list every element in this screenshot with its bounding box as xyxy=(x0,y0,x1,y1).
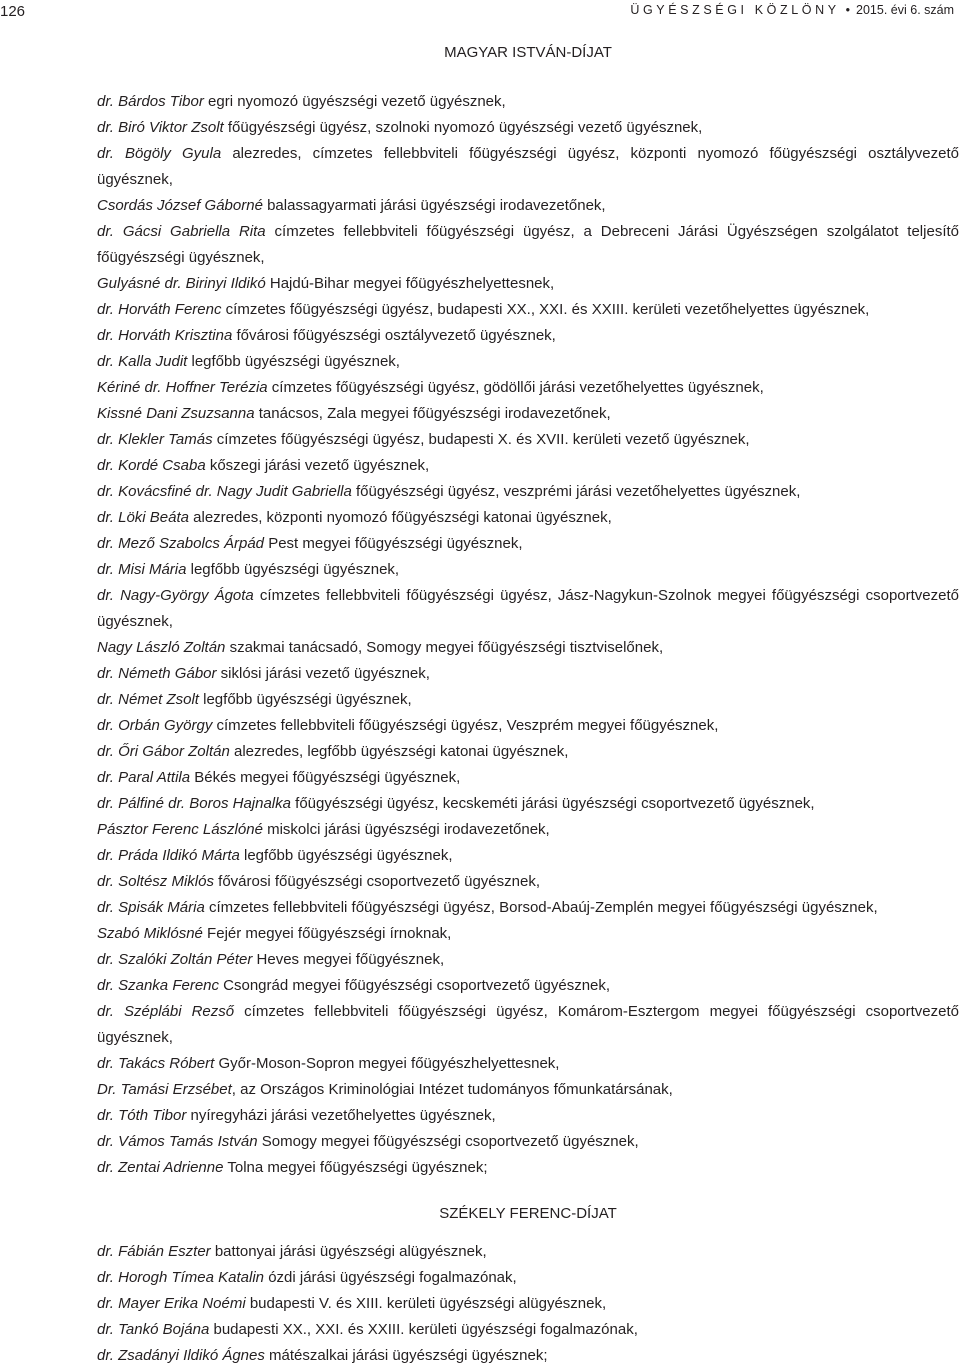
list-item xyxy=(97,1077,959,1103)
page-number: 126 xyxy=(0,3,26,20)
recipient-name: dr. Biró Viktor Zsolt xyxy=(97,119,224,136)
list-item xyxy=(97,1317,959,1343)
recipient-position: tanácsos, Zala megyei főügyészségi irodavezetőnek, xyxy=(254,405,611,422)
list-item xyxy=(97,661,959,687)
recipient-name: Nagy László Zoltán xyxy=(97,639,226,656)
journal-title: ÜGYÉSZSÉGI KÖZLÖNY xyxy=(630,3,840,17)
list-item xyxy=(97,1265,959,1291)
award-list-szekely-ferenc xyxy=(97,1239,959,1369)
recipient-name: dr. Őri Gábor Zoltán xyxy=(97,743,230,760)
list-item xyxy=(97,947,959,973)
recipient-position: egri nyomozó ügyészségi vezető ügyésznek, xyxy=(203,93,506,110)
recipient-name: dr. Klekler Tamás xyxy=(97,431,213,448)
list-item xyxy=(97,1155,959,1181)
list-item xyxy=(97,557,959,583)
recipient-position: Csongrád megyei főügyészségi csoportvezető ügyésznek, xyxy=(219,977,611,994)
list-item xyxy=(97,869,959,895)
list-item xyxy=(97,817,959,843)
recipient-name: dr. Pálfiné dr. Boros Hajnalka xyxy=(97,795,291,812)
list-item xyxy=(97,323,959,349)
recipient-name: dr. Horogh Tímea Katalin xyxy=(97,1269,265,1286)
list-item xyxy=(97,89,959,115)
list-item xyxy=(97,271,959,297)
list-item xyxy=(97,1291,959,1317)
section-title-szekely-ferenc: SZÉKELY FERENC-DÍJAT xyxy=(439,1205,617,1222)
list-item xyxy=(97,1129,959,1155)
list-item xyxy=(97,115,959,141)
recipient-position: fővárosi főügyészségi osztályvezető ügyésznek, xyxy=(232,327,556,344)
list-item xyxy=(97,141,959,193)
list-item xyxy=(97,583,959,635)
recipient-name: dr. Takács Róbert xyxy=(97,1055,215,1072)
list-item xyxy=(97,193,959,219)
list-item xyxy=(97,505,959,531)
recipient-position: siklósi járási vezető ügyésznek, xyxy=(216,665,430,682)
list-item xyxy=(97,531,959,557)
recipient-position: főügyészségi ügyész, szolnoki nyomozó ügyészségi vezető ügyésznek, xyxy=(223,119,703,136)
recipient-name: dr. Kalla Judit xyxy=(97,353,188,370)
list-item xyxy=(97,791,959,817)
list-item xyxy=(97,427,959,453)
list-item xyxy=(97,1239,959,1265)
recipient-position: nyíregyházi járási vezetőhelyettes ügyésznek, xyxy=(186,1107,496,1124)
list-item xyxy=(97,765,959,791)
recipient-name: dr. Soltész Miklós xyxy=(97,873,214,890)
recipient-position: ózdi járási ügyészségi fogalmazónak, xyxy=(264,1269,517,1286)
recipient-name: Csordás József Gáborné xyxy=(97,197,263,214)
list-item xyxy=(97,1343,959,1369)
recipient-name: dr. Tóth Tibor xyxy=(97,1107,187,1124)
recipient-position: Somogy megyei főügyészségi csoportvezető ügyésznek, xyxy=(257,1133,639,1150)
recipient-name: dr. Német Zsolt xyxy=(97,691,199,708)
list-item xyxy=(97,895,959,921)
list-item xyxy=(97,843,959,869)
recipient-position: Fejér megyei főügyészségi írnoknak, xyxy=(202,925,452,942)
list-item xyxy=(97,375,959,401)
recipient-position: címzetes főügyészségi ügyész, budapesti X. és XVII. kerületi vezető ügyésznek, xyxy=(212,431,750,448)
recipient-position: fővárosi főügyészségi csoportvezető ügyésznek, xyxy=(213,873,540,890)
list-item xyxy=(97,479,959,505)
recipient-name: dr. Misi Mária xyxy=(97,561,187,578)
recipient-name: dr. Orbán György xyxy=(97,717,213,734)
recipient-name: dr. Práda Ildikó Márta xyxy=(97,847,240,864)
recipient-position: budapesti XX., XXI. és XXIII. kerületi ügyészségi fogalmazónak, xyxy=(209,1321,638,1338)
recipient-name: dr. Horváth Ferenc xyxy=(97,301,222,318)
list-item xyxy=(97,635,959,661)
list-item xyxy=(97,219,959,271)
recipient-position: főügyészségi ügyész, kecskeméti járási ügyészségi csoportvezető ügyésznek, xyxy=(290,795,815,812)
recipient-name: dr. Vámos Tamás István xyxy=(97,1133,258,1150)
recipient-position: Győr-Moson-Sopron megyei főügyészhelyettesnek, xyxy=(214,1055,560,1072)
recipient-position: kőszegi járási vezető ügyésznek, xyxy=(205,457,430,474)
recipient-name: dr. Spisák Mária xyxy=(97,899,205,916)
issue-label: 2015. évi 6. szám xyxy=(856,3,954,17)
recipient-name: Gulyásné dr. Birinyi Ildikó xyxy=(97,275,266,292)
recipient-position: miskolci járási ügyészségi irodavezetőnek, xyxy=(262,821,550,838)
recipient-position: címzetes fellebbviteli főügyészségi ügyész, Borsod-Abaúj-Zemplén megyei főügyészségi ügyésznek, xyxy=(204,899,878,916)
recipient-position: címzetes fellebbviteli főügyészségi ügyész, Veszprém megyei főügyésznek, xyxy=(212,717,719,734)
recipient-name: Szabó Miklósné xyxy=(97,925,203,942)
list-item xyxy=(97,739,959,765)
list-item xyxy=(97,1051,959,1077)
recipient-name: dr. Paral Attila xyxy=(97,769,191,786)
list-item xyxy=(97,999,959,1051)
list-item xyxy=(97,1103,959,1129)
list-item xyxy=(97,973,959,999)
recipient-name: dr. Zentai Adrienne xyxy=(97,1159,224,1176)
recipient-name: dr. Németh Gábor xyxy=(97,665,217,682)
recipient-name: dr. Kordé Csaba xyxy=(97,457,206,474)
recipient-position: címzetes főügyészségi ügyész, gödöllői járási vezetőhelyettes ügyésznek, xyxy=(267,379,764,396)
recipient-name: dr. Bögöly Gyula xyxy=(97,145,222,162)
recipient-position: alezredes, központi nyomozó főügyészségi katonai ügyésznek, xyxy=(189,509,612,526)
recipient-position: legfőbb ügyészségi ügyésznek, xyxy=(187,353,400,370)
recipient-position: budapesti V. és XIII. kerületi ügyészségi alügyésznek, xyxy=(245,1295,607,1312)
recipient-name: dr. Fábián Eszter xyxy=(97,1243,211,1260)
list-item xyxy=(97,687,959,713)
recipient-position: címzetes fellebbviteli főügyészségi ügyész, Jász-Nagykun-Szolnok megyei főügyészségi csoportvezető ügyésznek, xyxy=(97,587,959,630)
section-title-magyar-istvan: MAGYAR ISTVÁN-DÍJAT xyxy=(444,44,612,61)
award-list-magyar-istvan xyxy=(97,89,959,1181)
recipient-position: címzetes fellebbviteli főügyészségi ügyész, a Debreceni Járási Ügyészségen szolgálatot teljesítő főügyészségi ügyésznek, xyxy=(97,223,959,266)
recipient-name: dr. Mayer Erika Noémi xyxy=(97,1295,246,1312)
recipient-name: dr. Bárdos Tibor xyxy=(97,93,204,110)
recipient-position: balassagyarmati járási ügyészségi irodavezetőnek, xyxy=(262,197,606,214)
header-separator: • xyxy=(845,3,851,17)
recipient-position: Békés megyei főügyészségi ügyésznek, xyxy=(190,769,461,786)
recipient-name: dr. Nagy-György Ágota xyxy=(97,587,254,604)
recipient-name: dr. Tankó Bojána xyxy=(97,1321,210,1338)
recipient-position: battonyai járási ügyészségi alügyésznek, xyxy=(210,1243,487,1260)
recipient-position: főügyészségi ügyész, veszprémi járási vezetőhelyettes ügyésznek, xyxy=(351,483,801,500)
recipient-name: dr. Kovácsfiné dr. Nagy Judit Gabriella xyxy=(97,483,352,500)
recipient-position: Pest megyei főügyészségi ügyésznek, xyxy=(264,535,523,552)
recipient-position: Hajdú-Bihar megyei főügyészhelyettesnek, xyxy=(265,275,555,292)
recipient-position: Heves megyei főügyésznek, xyxy=(252,951,445,968)
recipient-name: dr. Szalóki Zoltán Péter xyxy=(97,951,253,968)
recipient-position: legfőbb ügyészségi ügyésznek, xyxy=(239,847,453,864)
recipient-position: mátészalkai járási ügyészségi ügyésznek; xyxy=(264,1347,548,1364)
recipient-position: , az Országos Kriminológiai Intézet tudományos főmunkatársának, xyxy=(231,1081,673,1098)
recipient-position: címzetes főügyészségi ügyész, budapesti XX., XXI. és XXIII. kerületi vezetőhelyettes ügyésznek, xyxy=(221,301,870,318)
recipient-name: dr. Horváth Krisztina xyxy=(97,327,233,344)
recipient-name: Kissné Dani Zsuzsanna xyxy=(97,405,255,422)
recipient-position: legfőbb ügyészségi ügyésznek, xyxy=(198,691,412,708)
recipient-name: Kériné dr. Hoffner Terézia xyxy=(97,379,268,396)
recipient-name: dr. Zsadányi Ildikó Ágnes xyxy=(97,1347,265,1364)
recipient-name: Pásztor Ferenc Lászlóné xyxy=(97,821,263,838)
recipient-position: Tolna megyei főügyészségi ügyésznek; xyxy=(223,1159,488,1176)
recipient-name: dr. Szanka Ferenc xyxy=(97,977,219,994)
list-item xyxy=(97,401,959,427)
recipient-name: dr. Széplábi Rezső xyxy=(97,1003,235,1020)
recipient-position: alezredes, legfőbb ügyészségi katonai ügyésznek, xyxy=(229,743,569,760)
recipient-position: címzetes fellebbviteli főügyészségi ügyész, Komárom-Esztergom megyei főügyészségi csoportvezető ügyésznek, xyxy=(97,1003,959,1046)
recipient-name: dr. Löki Beáta xyxy=(97,509,189,526)
recipient-position: legfőbb ügyészségi ügyésznek, xyxy=(186,561,400,578)
journal-header xyxy=(630,3,954,17)
recipient-position: szakmai tanácsadó, Somogy megyei főügyészségi tisztviselőnek, xyxy=(225,639,664,656)
list-item xyxy=(97,453,959,479)
recipient-name: dr. Mező Szabolcs Árpád xyxy=(97,535,265,552)
list-item xyxy=(97,349,959,375)
recipient-position: alezredes, címzetes fellebbviteli főügyészségi ügyész, központi nyomozó főügyészségi osztályvezető ügyésznek, xyxy=(97,145,959,188)
recipient-name: dr. Gácsi Gabriella Rita xyxy=(97,223,266,240)
list-item xyxy=(97,921,959,947)
list-item xyxy=(97,713,959,739)
recipient-name: Dr. Tamási Erzsébet xyxy=(97,1081,232,1098)
list-item xyxy=(97,297,959,323)
